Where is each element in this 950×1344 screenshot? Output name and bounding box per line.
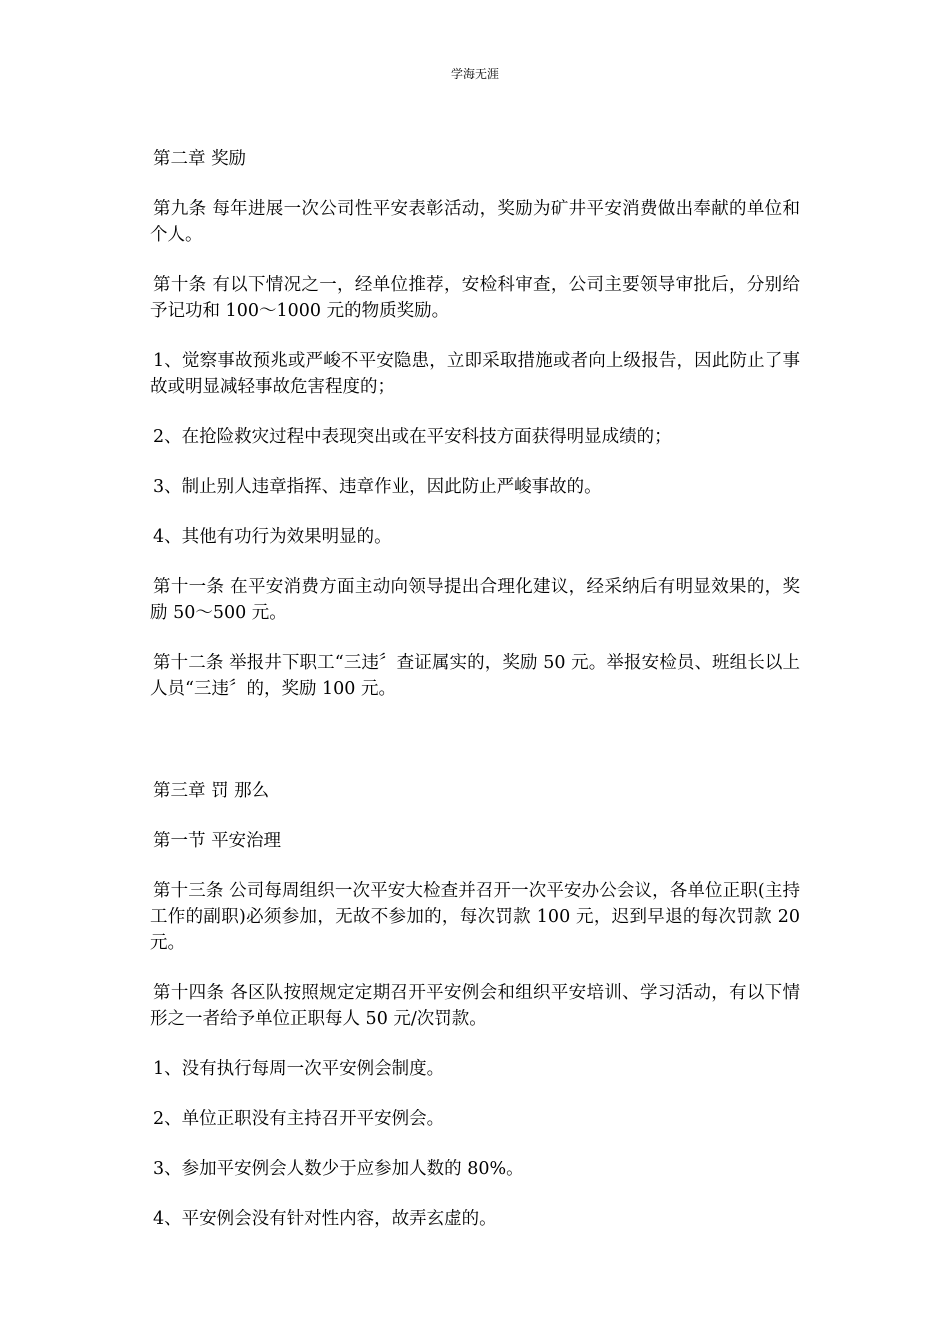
article-10-item-2: 2、在抢险救灾过程中表现突出或在平安科技方面获得明显成绩的； [153, 427, 672, 447]
article-14-item-1: 1、没有执行每周一次平安例会制度。 [153, 1059, 445, 1079]
chapter-three-heading: 第三章 罚 那么 [153, 781, 270, 801]
article-10-item-3: 3、制止别人违章指挥、违章作业，因此防止严峻事故的。 [153, 477, 602, 497]
article-11: 第十一条 在平安消费方面主动向领导提出合理化建议，经采纳后有明显效果的，奖励 50～500 元。 [150, 577, 800, 623]
article-12: 第十二条 举报井下职工“三违〞查证属实的，奖励 50 元。举报安检员、班组长以上人员“三违〞的，奖励 100 元。 [150, 653, 800, 699]
section-one-heading: 第一节 平安治理 [153, 831, 282, 851]
article-14-item-2: 2、单位正职没有主持召开平安例会。 [153, 1109, 445, 1129]
article-10-item-1: 1、觉察事故预兆或严峻不平安隐患，立即采取措施或者向上级报告，因此防止了事故或明显减轻事故危害程度的； [150, 351, 800, 397]
chapter-two-heading: 第二章 奖励 [153, 149, 247, 169]
article-14-item-4: 4、平安例会没有针对性内容，故弄玄虚的。 [153, 1209, 497, 1229]
page-header: 学海无涯 [450, 67, 499, 81]
article-14: 第十四条 各区队按照规定定期召开平安例会和组织平安培训、学习活动，有以下情形之一者给予单位正职每人 50 元/次罚款。 [150, 983, 800, 1029]
section-spacer [150, 726, 800, 778]
article-9: 第九条 每年进展一次公司性平安表彰活动，奖励为矿井平安消费做出奉献的单位和个人。 [150, 199, 800, 245]
document-body [150, 146, 800, 1256]
article-10-item-4: 4、其他有功行为效果明显的。 [153, 527, 392, 547]
article-14-item-3: 3、参加平安例会人数少于应参加人数的 80%。 [153, 1159, 524, 1179]
article-13: 第十三条 公司每周组织一次平安大检查并召开一次平安办公会议，各单位正职(主持工作的副职)必须参加，无故不参加的，每次罚款 100 元，迟到早退的每次罚款 20 元。 [150, 881, 800, 953]
article-10: 第十条 有以下情况之一，经单位推荐，安检科审查，公司主要领导审批后，分别给予记功和 100～1000 元的物质奖励。 [150, 275, 800, 321]
